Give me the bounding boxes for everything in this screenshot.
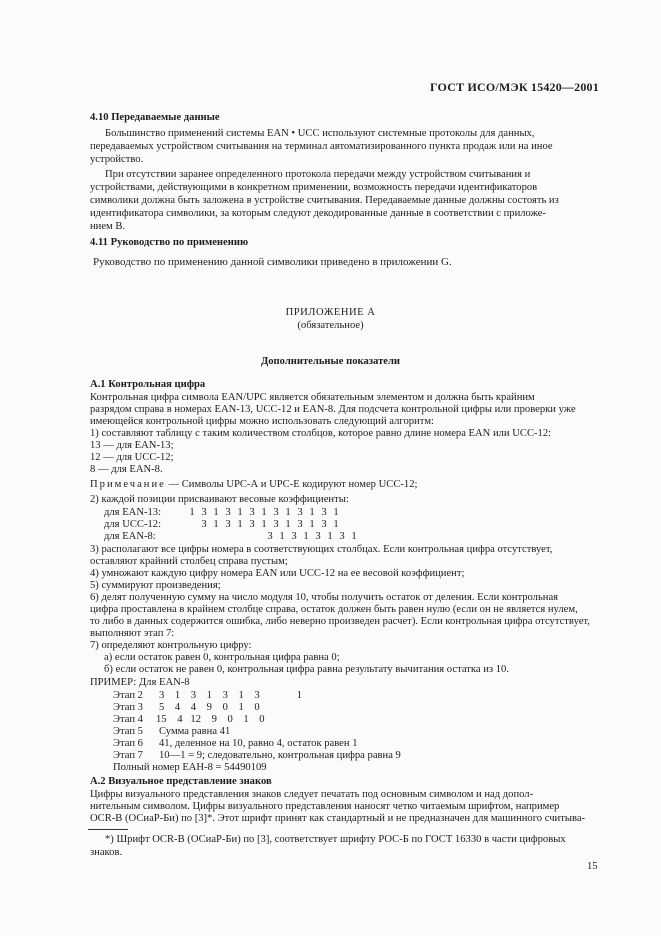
text-line: 1) составляют таблицу с таким количеством столбцов, которое равно длине номера EAN или UCC-12: [90,428,552,439]
example-stage-label: Этап 2 [113,690,143,701]
text-line: устройство. [90,154,144,165]
text-line: нительным символом. Цифры визуального представления наносят четко читаемым шрифтом, например [90,801,560,812]
weight-value: 1 [237,507,243,518]
weight-value: 1 [213,519,219,530]
text-line: а) если остаток равен 0, контрольная цифра равна 0; [104,652,340,663]
weight-value: 1 [309,507,315,518]
weight-value: 3 [249,519,255,530]
section-4-10-title: 4.10 Передаваемые данные [90,112,220,123]
weight-value: 3 [321,507,327,518]
weight-value: 3 [291,531,297,542]
text-line: 3) располагают все цифры номера в соответствующих столбцах. Если контрольная цифра отсутствует, [90,544,553,555]
example-stage-label: Этап 6 [113,738,143,749]
text-line: выполняют этап 7: [90,628,175,639]
weight-value: 3 [297,519,303,530]
example-stage-value: 41, деленное на 10, равно 4, остаток равен 1 [159,738,358,749]
weight-value: 3 [225,519,231,530]
text-line: OCR-B (ОСиаР-Би) по [3]*. Этот шрифт принят как стандартный и не предназначен для машинного считыва- [90,813,586,824]
text-line: имеющейся контрольной цифры можно использовать следующий алгоритм: [90,416,435,427]
example-title: ПРИМЕР: Для EAN-8 [90,677,190,688]
text-line: то либо в данных содержится ошибка, либо неверно произведен расчет). Если контрольная цифра отсутствует, [90,616,590,627]
weight-value: 1 [351,531,357,542]
text-line: б) если остаток не равен 0, контрольная цифра равна результату вычитания остатка из 10. [104,664,509,675]
example-stage-value: 5 4 4 9 0 1 0 [159,702,260,713]
text-line: 2) каждой позиции присваивают весовые коэффициенты: [90,494,349,505]
page-number: 15 [587,861,598,872]
example-stage-label: Этап 5 [113,726,143,737]
weight-value: 1 [333,507,339,518]
weight-value: 1 [213,507,219,518]
weight-value: 1 [279,531,285,542]
appendix-subtitle: (обязательное) [297,320,364,331]
text-line: устройствами, действующими в конкретном применении, возможность передачи идентификаторов [90,182,538,193]
weight-value: 1 [237,519,243,530]
text-line: передаваемых устройством считывания на терминал автоматизированного пункта продаж или на иное [90,141,553,152]
note-label: Примечание [90,479,166,490]
text-line: цифра проставлена в крайнем столбце справа, остаток должен быть равен нулю (если он не является нулем, [90,604,578,615]
weight-value: 3 [297,507,303,518]
footnote-line: *) Шрифт OCR-B (ОСиаР-Би) по [3], соответствует шрифту РОС-Б по ГОСТ 16330 в части цифровых [105,834,566,845]
weight-value: 1 [261,507,267,518]
example-stage-label: Этап 4 [113,714,143,725]
weight-value: 3 [315,531,321,542]
weight-value: 1 [333,519,339,530]
weight-value: 3 [225,507,231,518]
weight-value: 3 [321,519,327,530]
weight-value: 1 [327,531,333,542]
text-line: оставляют крайний столбец справа пустым; [90,556,288,567]
note-text: — Символы UPC-А и UPC-Е кодируют номер UCC-12; [168,479,418,490]
document-header: ГОСТ ИСО/МЭК 15420—2001 [430,80,599,94]
text-line: Руководство по применению данной символики приведено в приложении G. [93,256,452,268]
weight-value: 3 [201,519,207,530]
weight-value: 1 [303,531,309,542]
note-line [90,479,417,491]
text-line: 13 — для EAN-13; [90,440,174,451]
section-4-11-title: 4.11 Руководство по применению [90,237,249,248]
text-line: При отсутствии заранее определенного протокола передачи между устройством считывания и [105,169,531,180]
weight-value: 3 [267,531,273,542]
text-line: Цифры визуального представления знаков следует печатать под основным символом и над допол- [90,789,534,800]
weights-label: для EAN-13: [104,507,162,518]
text-line: Большинство применений системы EAN • UCC используют системные протоколы для данных, [105,128,535,139]
text-line: 8 — для EAN-8. [90,464,163,475]
text-line: 12 — для UCC-12; [90,452,174,463]
example-full-number: Полный номер EAH-8 = 54490109 [113,762,267,773]
example-stage-value: 3 1 3 1 3 1 3 1 [159,690,303,701]
weights-row-ean13 [186,507,342,519]
text-line: нием В. [90,221,126,232]
text-line: разрядом справа в номерах EAN-13, UCC-12 и EAN-8. Для подсчета контрольной цифры или проверки уже [90,404,576,415]
weight-value: 1 [285,507,291,518]
text-line: Контрольная цифра символа EAN/UPC является обязательным элементом и должна быть крайним [90,392,535,403]
weight-value: 1 [309,519,315,530]
weights-row-ean8 [264,531,360,543]
appendix-title: ПРИЛОЖЕНИЕ А [285,307,376,318]
weights-row-ucc12 [198,519,342,531]
text-line: 4) умножают каждую цифру номера EAN или UCC-12 на ее весовой коэффициент; [90,568,465,579]
footnote-line: знаков. [90,847,123,858]
weight-value: 1 [261,519,267,530]
weight-value: 3 [339,531,345,542]
text-line: 6) делят полученную сумму на число модуля 10, чтобы получить остаток от деления. Если контрольная [90,592,559,603]
weight-value: 1 [285,519,291,530]
section-a2-title: А.2 Визуальное представление знаков [90,776,272,787]
weights-label: для UCC-12: [104,519,162,530]
weights-label: для EAN-8: [104,531,156,542]
text-line: идентификатора символики, за которым следуют декодированные данные в соответствии с приложе- [90,208,546,219]
weight-value: 3 [201,507,207,518]
text-line: 5) суммируют произведения; [90,580,221,591]
appendix-heading: Дополнительные показатели [260,356,401,367]
example-stage-value: 10—1 = 9; следовательно, контрольная цифра равна 9 [159,750,401,761]
example-stage-value: Сумма равна 41 [159,726,231,737]
example-stage-label: Этап 7 [113,750,143,761]
text-line: 7) определяют контрольную цифру: [90,640,252,651]
weight-value: 3 [273,519,279,530]
footnote-divider [88,829,128,830]
example-stage-value: 15 4 12 9 0 1 0 [156,714,265,725]
text-line: символики должна быть заложена в устройстве считывания. Передаваемые данные должны состоять из [90,195,559,206]
section-a1-title: А.1 Контрольная цифра [90,379,206,390]
example-stage-label: Этап 3 [113,702,143,713]
weight-value: 3 [249,507,255,518]
weight-value: 3 [273,507,279,518]
weight-value: 1 [189,507,195,518]
